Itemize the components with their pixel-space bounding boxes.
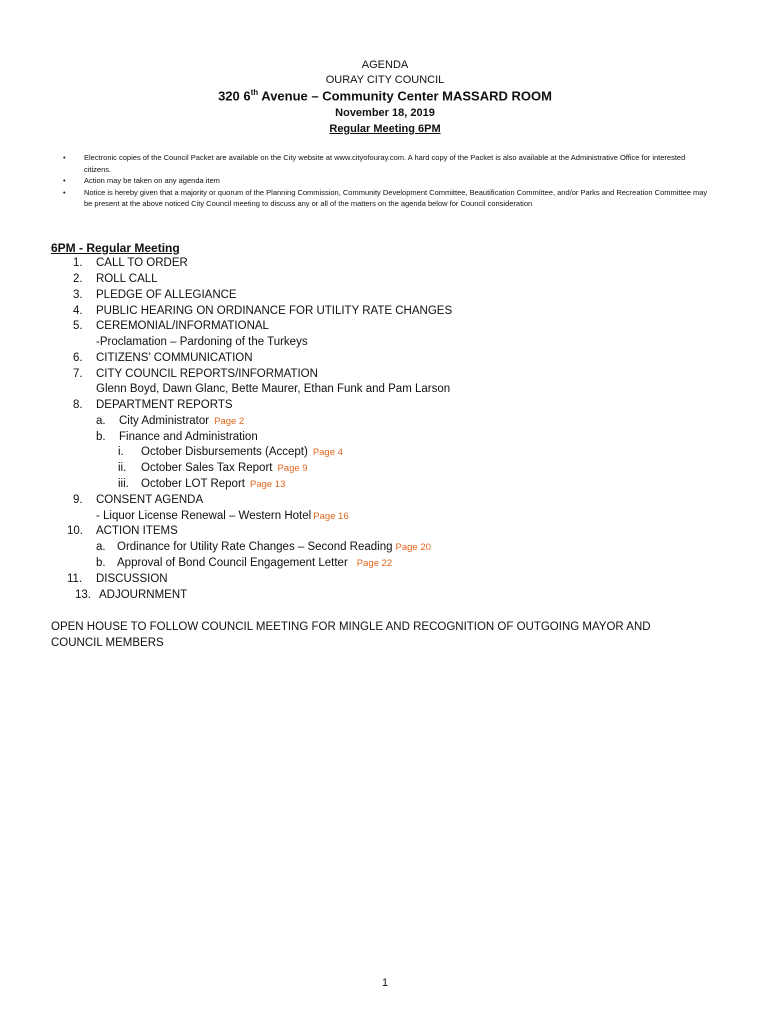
agenda-subsubitem — [118, 462, 308, 474]
address-rest: Avenue – Community Center MASSARD ROOM — [258, 88, 552, 104]
notice-text: Electronic copies of the Council Packet are available on the City website at www.cityofouray.com. A hard copy of the Packet is also available at the Administrative Office for interested citizens. — [84, 153, 686, 174]
page-link[interactable]: Page 22 — [356, 558, 393, 569]
page-number: 1 — [381, 977, 389, 989]
page-link[interactable]: Page 16 — [313, 511, 349, 522]
item-number: 5. — [73, 320, 83, 332]
agenda-item — [73, 320, 269, 332]
open-house-note: OPEN HOUSE TO FOLLOW COUNCIL MEETING FOR MINGLE AND RECOGNITION OF OUTGOING MAYOR AND COUNCIL MEMBERS — [51, 621, 651, 649]
agenda-item — [73, 494, 203, 506]
meeting-date: November 18, 2019 — [335, 107, 435, 119]
item-roman: iii. — [118, 478, 129, 490]
notice-item — [60, 175, 710, 187]
item-text: DISCUSSION — [96, 573, 168, 585]
item-letter: b. — [96, 431, 106, 443]
notice-text: Action may be taken on any agenda item — [84, 176, 220, 185]
page-link[interactable]: Page 9 — [277, 463, 308, 474]
page-link[interactable]: Page 20 — [395, 542, 431, 553]
address-suffix: th — [250, 88, 259, 97]
address-number: 320 6 — [218, 88, 251, 104]
item-text: ACTION ITEMS — [96, 525, 178, 537]
agenda-subitem — [96, 510, 349, 522]
item-number: 11. — [67, 573, 83, 585]
page-link[interactable]: Page 2 — [214, 416, 245, 427]
item-text: PLEDGE OF ALLEGIANCE — [96, 289, 237, 301]
notice-text: Notice is hereby given that a majority or quorum of the Planning Commission, Community Development Committee, Beautification Committee, and/or Parks and Recreation Committee may be present at the above noticed City Council meeting to discuss any or all of the matters on the agenda below for Council consideration — [84, 187, 708, 208]
item-text: DEPARTMENT REPORTS — [96, 399, 233, 411]
agenda-subitem — [96, 557, 392, 569]
item-number: 13. — [75, 589, 91, 601]
item-number: 6. — [73, 352, 83, 364]
agenda-subitem — [96, 431, 258, 443]
agenda-item — [67, 525, 178, 537]
notice-list — [60, 152, 710, 210]
item-letter: a. — [96, 415, 106, 427]
item-number: 10. — [67, 525, 83, 537]
section-title: 6PM - Regular Meeting — [51, 241, 180, 255]
item-roman: i. — [118, 446, 124, 458]
agenda-item — [73, 273, 158, 285]
page-link[interactable]: Page 4 — [312, 447, 343, 458]
agenda-item — [73, 368, 318, 380]
item-text: - Liquor License Renewal – Western Hotel — [96, 510, 312, 522]
item-text: CITIZENS’ COMMUNICATION — [96, 352, 253, 364]
agenda-item — [73, 257, 188, 269]
council-name: OURAY CITY COUNCIL — [325, 74, 445, 86]
agenda-subitem: -Proclamation – Pardoning of the Turkeys — [96, 336, 308, 348]
item-text: City Administrator — [119, 415, 210, 427]
agenda-subitem — [96, 541, 431, 553]
item-number: 8. — [73, 399, 83, 411]
meeting-location — [0, 88, 770, 103]
agenda-item — [73, 289, 237, 301]
item-text: October Disbursements (Accept) — [141, 446, 308, 458]
bullet-icon: • — [63, 176, 66, 185]
item-text: October LOT Report — [141, 478, 245, 490]
item-text: October Sales Tax Report — [141, 462, 273, 474]
item-text: CEREMONIAL/INFORMATIONAL — [96, 320, 269, 332]
item-letter: b. — [96, 557, 106, 569]
item-text: Approval of Bond Council Engagement Letter — [117, 557, 348, 569]
agenda-subsubitem — [118, 446, 343, 458]
agenda-subsubitem — [118, 478, 285, 490]
item-number: 7. — [73, 368, 83, 380]
agenda-subitem — [96, 415, 244, 427]
agenda-item — [73, 305, 452, 317]
agenda-subitem: Glenn Boyd, Dawn Glanc, Bette Maurer, Ethan Funk and Pam Larson — [96, 383, 451, 395]
item-number: 3. — [73, 289, 83, 301]
item-text: ADJOURNMENT — [99, 589, 188, 601]
meeting-type: Regular Meeting 6PM — [329, 123, 441, 135]
item-text: CITY COUNCIL REPORTS/INFORMATION — [96, 368, 318, 380]
item-number: 4. — [73, 305, 83, 317]
agenda-item — [73, 352, 253, 364]
item-text: Ordinance for Utility Rate Changes – Second Reading — [117, 541, 393, 553]
agenda-item — [75, 589, 187, 601]
item-letter: a. — [96, 541, 106, 553]
bullet-icon: • — [63, 153, 66, 162]
item-roman: ii. — [118, 462, 127, 474]
item-number: 2. — [73, 273, 83, 285]
agenda-item — [67, 573, 168, 585]
agenda-heading: AGENDA — [361, 59, 409, 71]
notice-item — [60, 152, 710, 175]
item-text: CALL TO ORDER — [96, 257, 188, 269]
item-text: Finance and Administration — [119, 431, 258, 443]
notice-item — [60, 187, 710, 210]
agenda-item — [73, 399, 233, 411]
item-text: PUBLIC HEARING ON ORDINANCE FOR UTILITY RATE CHANGES — [96, 305, 453, 317]
page-link[interactable]: Page 13 — [249, 479, 286, 490]
bullet-icon: • — [63, 187, 66, 197]
item-number: 1. — [73, 257, 83, 269]
item-text: ROLL CALL — [96, 273, 158, 285]
item-number: 9. — [73, 494, 83, 506]
item-text: CONSENT AGENDA — [96, 494, 204, 506]
